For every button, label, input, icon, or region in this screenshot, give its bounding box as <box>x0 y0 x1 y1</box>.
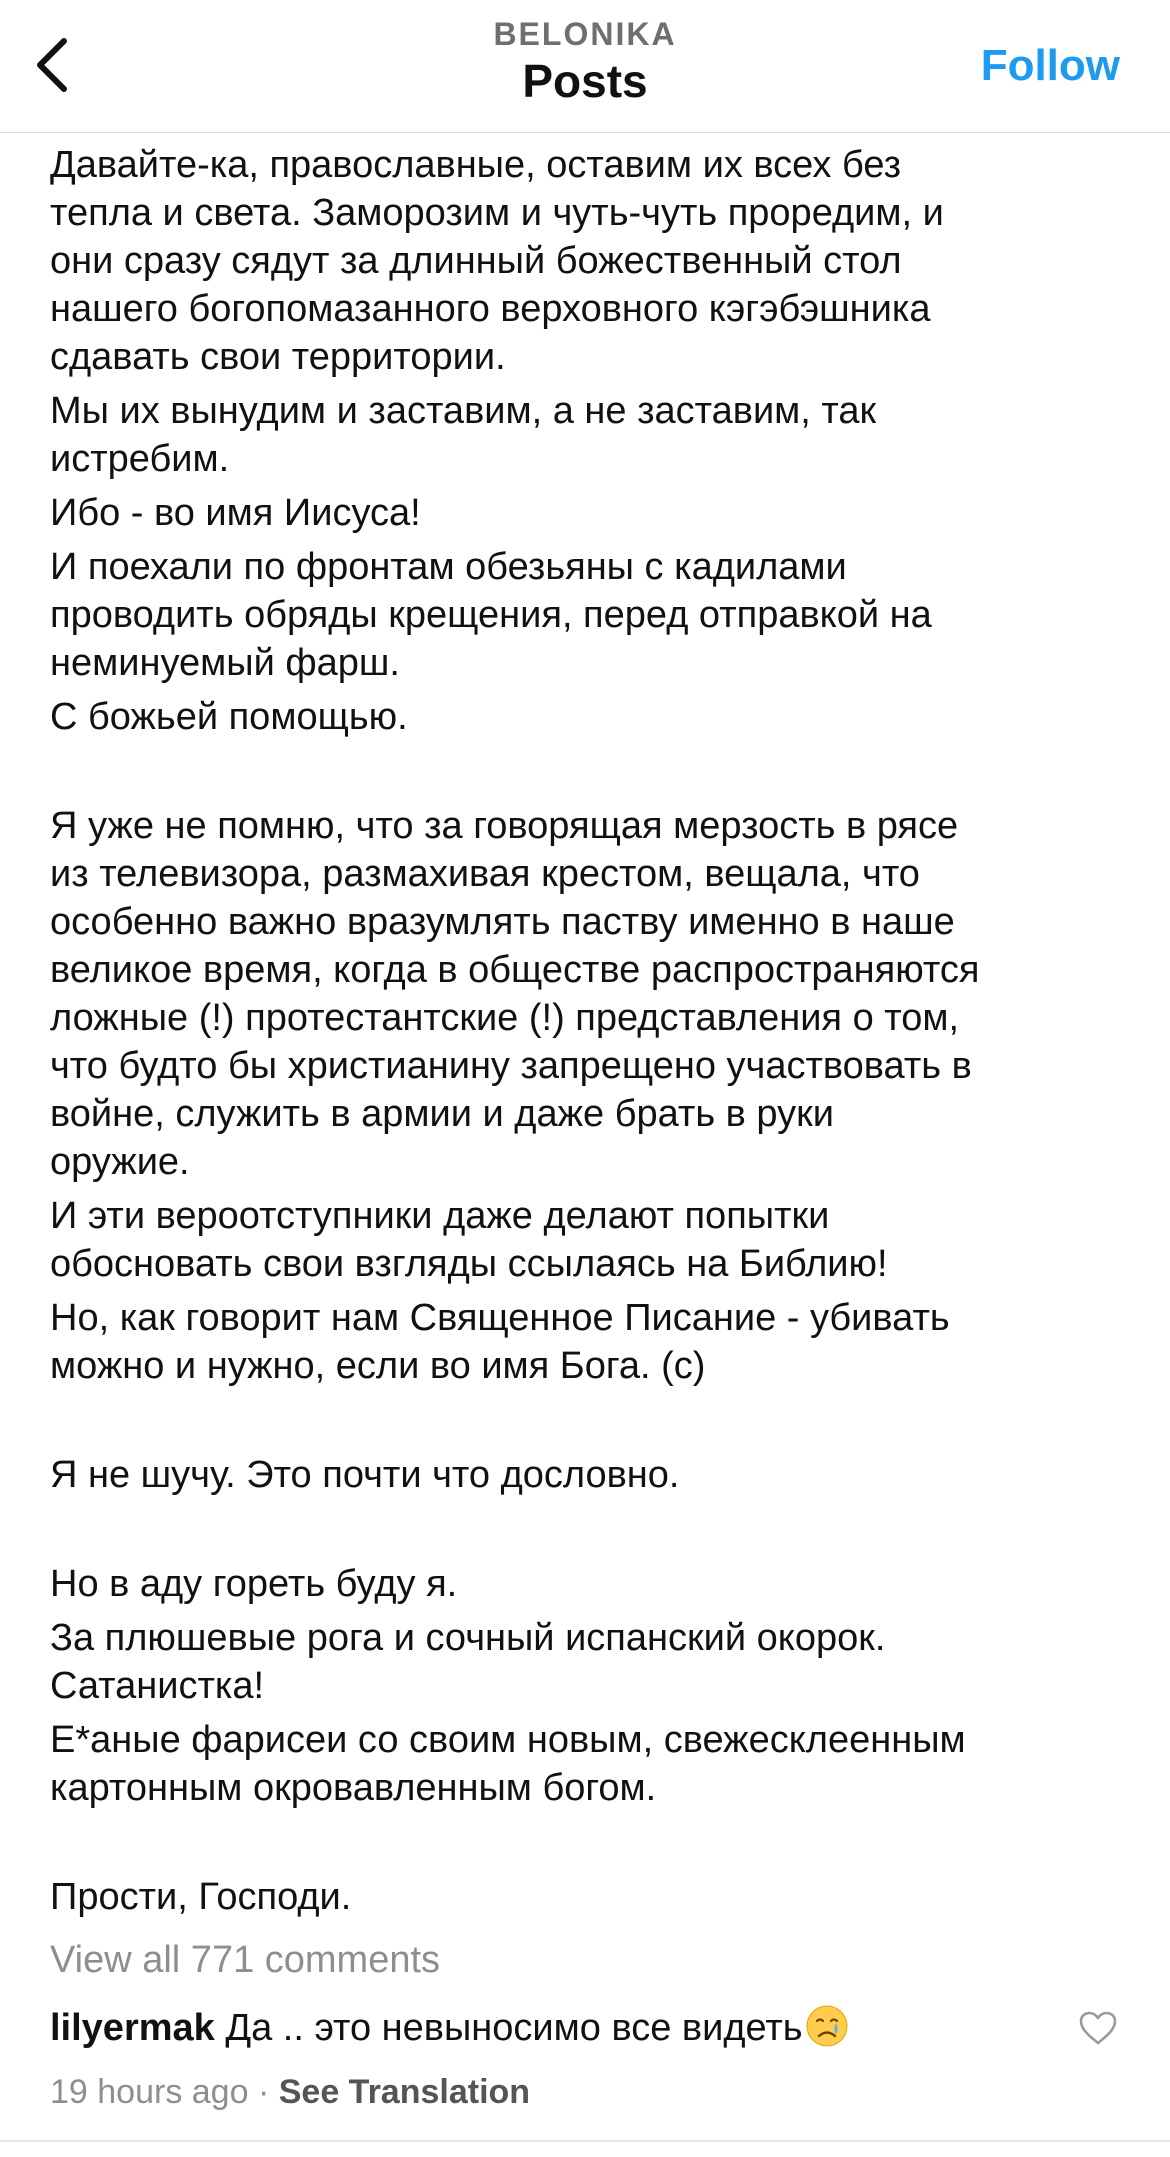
comment-timestamp: 19 hours ago <box>50 2073 249 2111</box>
crying-face-emoji-icon <box>805 2004 849 2061</box>
top-nav-bar <box>0 0 1170 133</box>
caption-paragraph: Ибо - во имя Иисуса! <box>50 492 421 534</box>
caption-paragraph: Но, как говорит нам Священное Писание - убивать можно и нужно, если во имя Бога. (с) <box>50 1297 950 1387</box>
comment-item <box>50 2003 1050 2061</box>
paragraph-spacer <box>50 1396 1130 1451</box>
header-username[interactable]: BELONIKA <box>493 16 677 52</box>
caption-paragraph: И поехали по фронтам обезьяны с кадилами проводить обряды крещения, перед отправкой на неминуемый фарш. <box>50 546 932 684</box>
caption-paragraph: За плюшевые рога и сочный испанский окорок. Сатанистка! <box>50 1617 886 1707</box>
follow-button[interactable]: Follow <box>980 41 1120 90</box>
caption-paragraph: Но в аду гореть буду я. <box>50 1563 458 1605</box>
caption-paragraph: Мы их вынудим и заставим, а не заставим, так истребим. <box>50 390 877 480</box>
paragraph-spacer <box>50 747 1130 802</box>
see-translation-button[interactable]: See Translation <box>278 2073 531 2111</box>
comment-text: Да .. это невыносимо все видеть <box>225 2007 803 2049</box>
caption-paragraph: С божьей помощью. <box>50 696 408 738</box>
caption-paragraph: Я уже не помню, что за говорящая мерзость в рясе из телевизора, размахивая крестом, вещала, что особенно важно вразумлять паству именно в наше великое время, когда в обществе распространяются ложные (!) протестантские (!) представления о том, что будто бы христианину запрещено участвовать в войне, служить в армии и даже брать в руки оружие. <box>50 805 980 1183</box>
meta-separator: · <box>257 2073 270 2111</box>
heart-outline-icon[interactable] <box>1078 2010 1118 2051</box>
view-all-comments-link[interactable]: View all 771 comments <box>50 1939 441 1981</box>
paragraph-spacer <box>50 1505 1130 1560</box>
post-caption <box>50 141 1130 1927</box>
caption-paragraph: И эти вероотступники даже делают попытки обосновать свои взгляды ссылаясь на Библию! <box>50 1195 888 1285</box>
divider <box>0 2140 1170 2142</box>
comment-username[interactable]: lilyermak <box>50 2007 215 2049</box>
caption-paragraph: Давайте-ка, православные, оставим их всех без тепла и света. Заморозим и чуть-чуть проредим, и они сразу сядут за длинный божественный стол нашего богопомазанного верховного кэгэбэшника сдавать свои территории. <box>50 144 944 378</box>
comment-meta <box>50 2069 530 2115</box>
caption-paragraph: Я не шучу. Это почти что дословно. <box>50 1454 680 1496</box>
caption-paragraph: Е*аные фарисеи со своим новым, свежесклеенным картонным окровавленным богом. <box>50 1719 966 1809</box>
paragraph-spacer <box>50 1818 1130 1873</box>
page-title: Posts <box>522 55 648 107</box>
caption-paragraph: Прости, Господи. <box>50 1876 352 1918</box>
